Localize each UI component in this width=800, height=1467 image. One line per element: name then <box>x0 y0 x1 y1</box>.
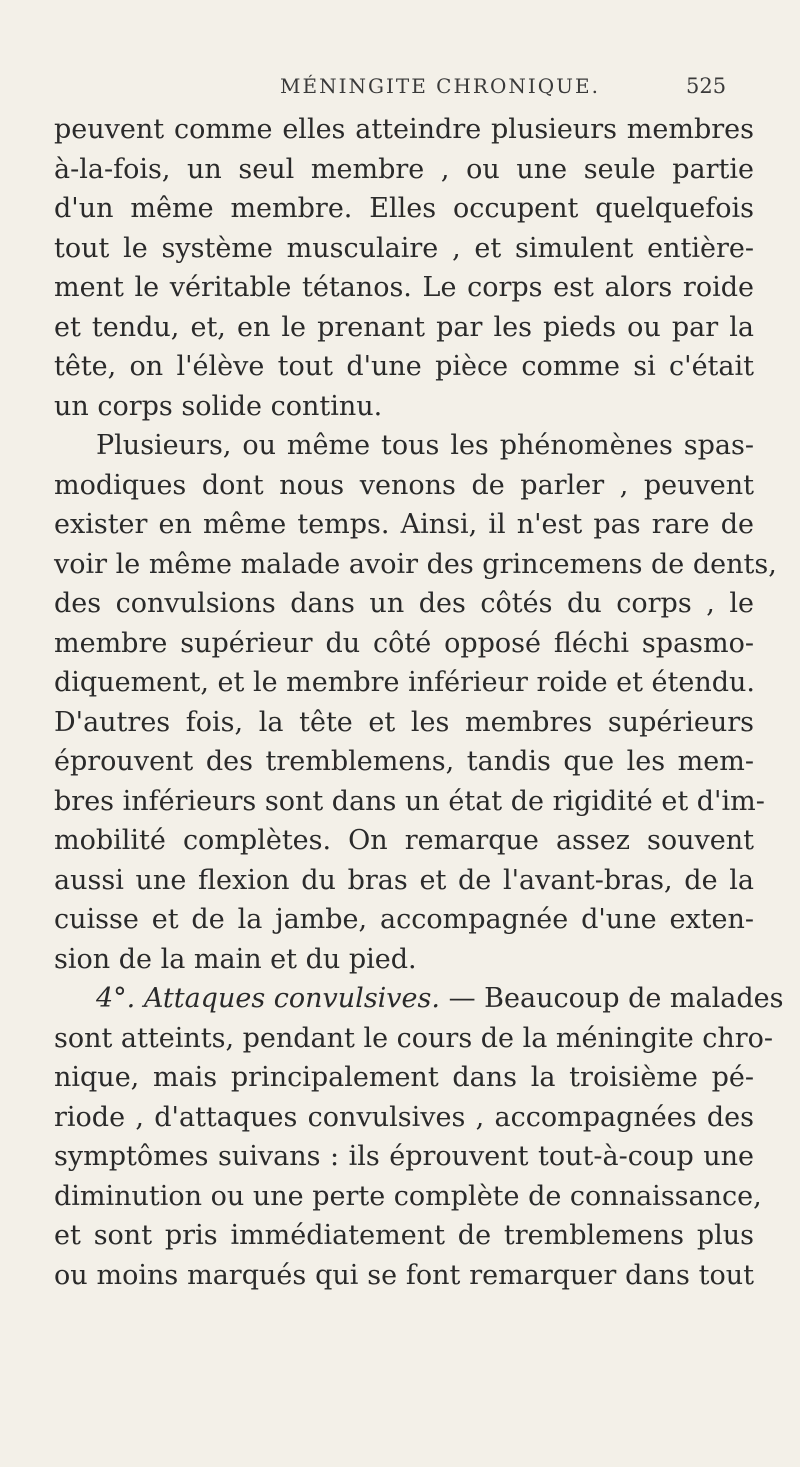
text-line: membre supérieur du côté opposé fléchi spasmo- <box>54 627 754 659</box>
section-convulsive-attacks <box>54 979 784 1295</box>
text-line: Plusieurs, ou même tous les phénomènes spas- <box>96 430 754 461</box>
text-line: éprouvent des tremblemens, tandis que les mem- <box>54 746 754 777</box>
section-title: Attaques convulsives. <box>143 983 440 1014</box>
text-line: riode , d'attaques convulsives , accompagnées des <box>54 1101 754 1133</box>
text-line: sont atteints, pendant le cours de la méningite chro- <box>54 1022 774 1054</box>
page-number: 525 <box>686 74 727 98</box>
text-line: nique, mais principalement dans la troisième pé- <box>54 1062 754 1093</box>
running-header <box>54 74 754 110</box>
text-line: sion de la main et du pied. <box>54 943 417 975</box>
body-text <box>54 110 784 1295</box>
section-number: 4°. <box>96 983 136 1014</box>
text-line: et sont pris immédiatement de tremblemens plus <box>54 1220 754 1251</box>
text-line: ou moins marqués qui se font remarquer dans tout <box>54 1259 754 1291</box>
section-heading-line <box>54 979 784 1019</box>
text-line: tête, on l'élève tout d'une pièce comme si c'était <box>54 351 754 382</box>
text-line: modiques dont nous venons de parler , peuvent <box>54 469 754 501</box>
text-line: peuvent comme elles atteindre plusieurs membres <box>54 114 754 145</box>
text-line: ment le véritable tétanos. Le corps est alors roide <box>54 272 754 303</box>
text-line: D'autres fois, la tête et les membres supérieurs <box>54 706 754 738</box>
text-line: un corps solide continu. <box>54 390 383 422</box>
text-line: aussi une flexion du bras et de l'avant-bras, de la <box>54 864 754 896</box>
paragraph-continuation <box>54 110 754 426</box>
text-line: cuisse et de la jambe, accompagnée d'une exten- <box>54 904 754 935</box>
text-line: des convulsions dans un des côtés du corps , le <box>54 588 754 619</box>
text-line: mobilité complètes. On remarque assez souvent <box>54 825 754 856</box>
text-line: diquement, et le membre inférieur roide et étendu. <box>54 667 755 698</box>
paragraph-spasmodic-phenomena <box>54 426 777 979</box>
text-line: à-la-fois, un seul membre , ou une seule partie <box>54 153 754 185</box>
text-line: exister en même temps. Ainsi, il n'est pas rare de <box>54 509 754 540</box>
text-line: symptômes suivans : ils éprouvent tout-à-coup une <box>54 1141 754 1172</box>
text-line: diminution ou une perte complète de connaissance, <box>54 1180 762 1212</box>
text-line: et tendu, et, en le prenant par les pieds ou par la <box>54 311 754 343</box>
running-title: MÉNINGITE CHRONIQUE. <box>280 74 600 98</box>
text-line: bres inférieurs sont dans un état de rigidité et d'im- <box>54 785 765 817</box>
text-line: voir le même malade avoir des grincemens de dents, <box>54 548 777 580</box>
section-first-line-text: — Beaucoup de malades <box>439 983 784 1014</box>
text-line: d'un même membre. Elles occupent quelquefois <box>54 193 754 224</box>
text-line: tout le système musculaire , et simulent entière- <box>54 232 754 264</box>
